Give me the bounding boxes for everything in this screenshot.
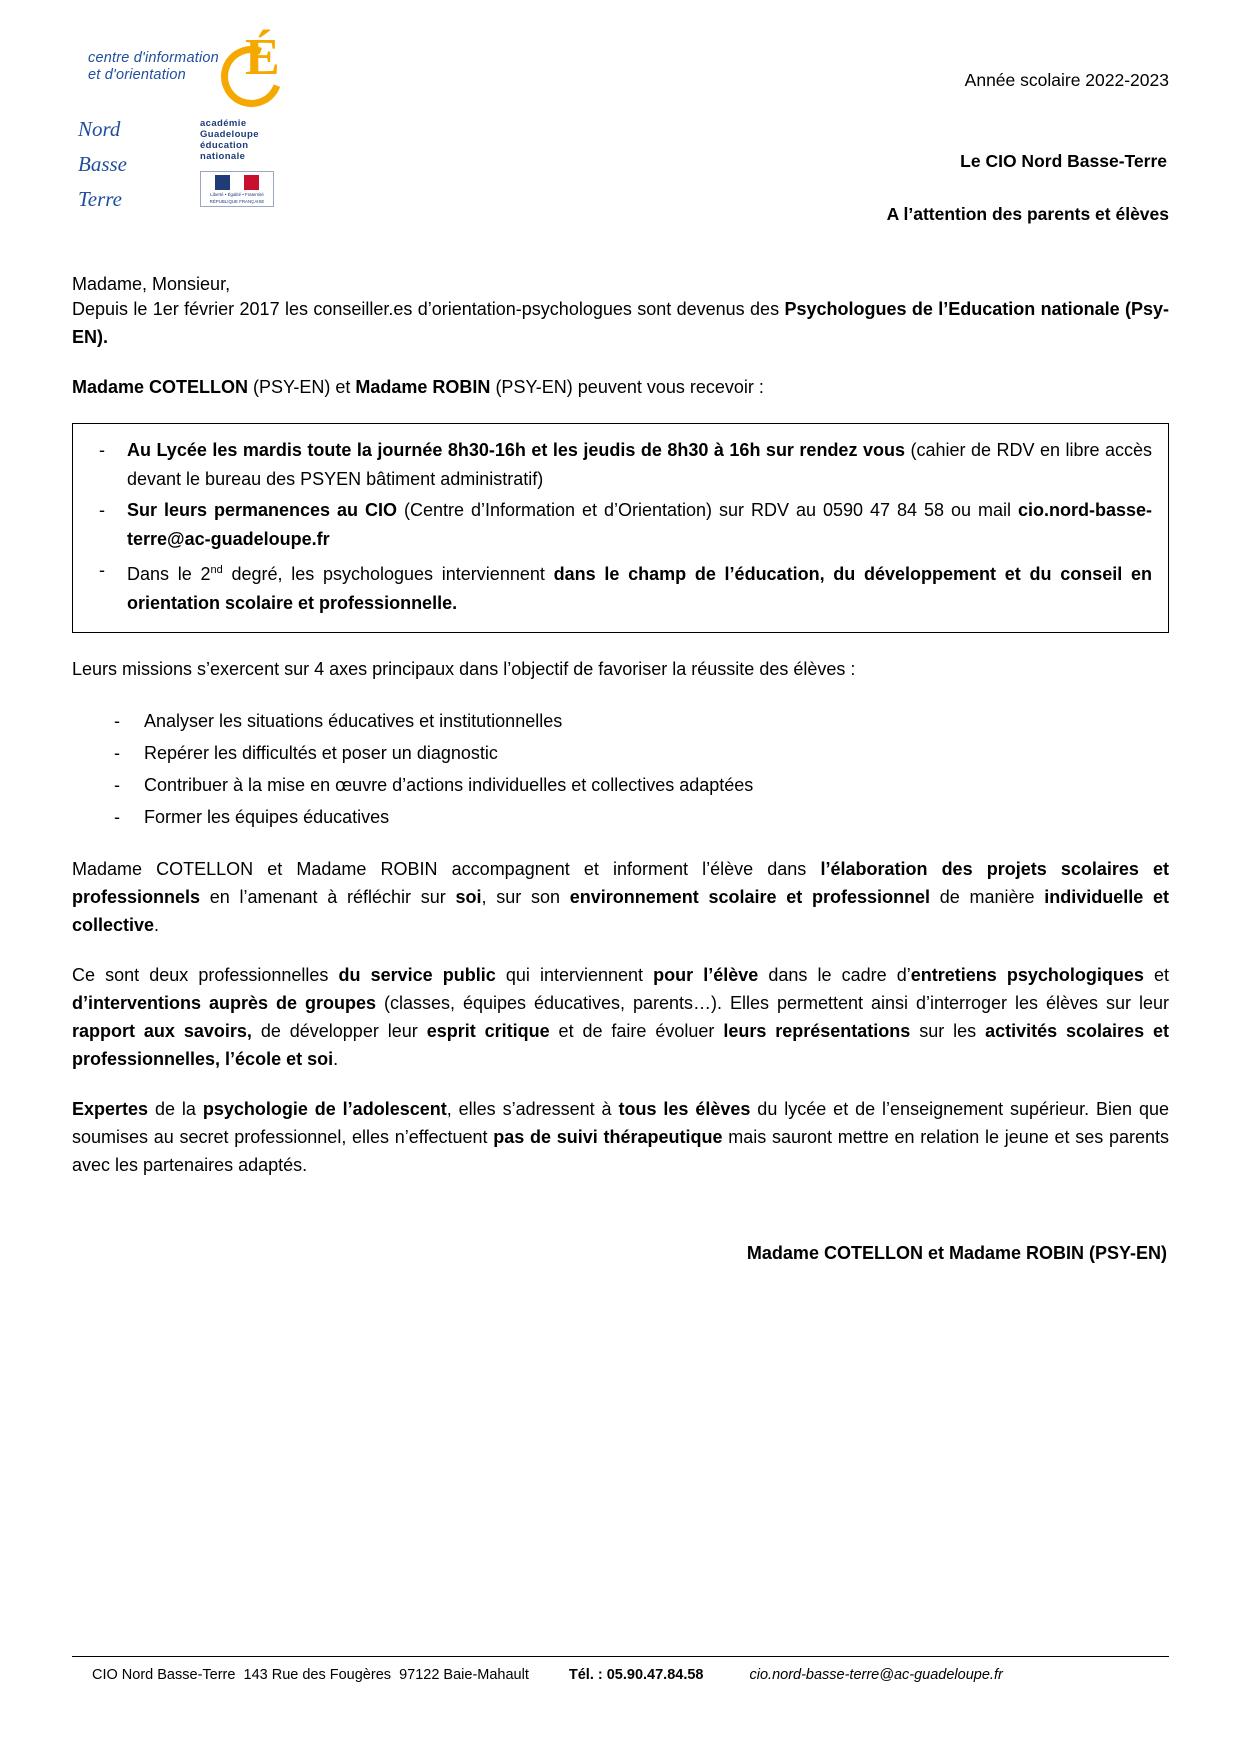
dash-bullet: - — [114, 743, 120, 763]
intro-text: Depuis le 1er février 2017 les conseiller.es d’orientation-psychologues sont devenus des — [72, 299, 785, 319]
public-t9: . — [333, 1049, 339, 1069]
box-item-3-bold: dans le champ de l’éducation, du développement et du conseil en orientation scolaire et professionnelle. — [127, 564, 1152, 613]
public-service-paragraph — [72, 961, 1169, 1073]
box-item-2-bold: Sur leurs permanences au CIO — [127, 500, 397, 520]
accompany-t3: , sur son — [481, 887, 570, 907]
signature-line: Madame COTELLON et Madame ROBIN (PSY-EN) — [746, 1243, 1167, 1263]
cio-zone-name — [78, 112, 127, 217]
list-item — [72, 769, 1169, 801]
public-t1: Ce sont deux professionnelles — [72, 965, 339, 985]
cio-zone-line3: Terre — [78, 187, 122, 211]
box-item-3-mid: degré, les psychologues interviennent — [222, 564, 554, 584]
dash-bullet: - — [99, 440, 105, 460]
academie-logo — [200, 118, 310, 207]
public-t3: dans le cadre d’ — [758, 965, 911, 985]
list-item — [85, 496, 1152, 554]
footer-phone: Tél. : 05.90.47.84.58 — [568, 1667, 704, 1683]
footer-address: 143 Rue des Fougères — [243, 1667, 392, 1683]
accompany-t1: Madame COTELLON et Madame ROBIN accompagnent et informent l’élève dans — [72, 859, 821, 879]
accompany-t5: . — [154, 915, 160, 935]
psyen-name-1: Madame COTELLON — [72, 377, 249, 397]
psyen-name-2: Madame ROBIN — [355, 377, 491, 397]
missions-intro: Leurs missions s’exercent sur 4 axes principaux dans l’objectif de favoriser la réussite des élèves : — [72, 659, 856, 679]
cio-logo-text — [88, 50, 219, 84]
footer-name: CIO Nord Basse-Terre — [92, 1667, 236, 1683]
list-item — [85, 556, 1152, 618]
public-t8: sur les — [910, 1021, 986, 1041]
expertes-t3: du lycée et de l’enseignement supérieur. Bien que soumises au secret professionnel, elles n’effectuent — [72, 1099, 1169, 1147]
academie-line4: nationale — [200, 151, 246, 162]
box-item-3-lead: Dans le 2 — [127, 564, 211, 584]
public-b8: activités scolaires et professionnelles, l’école et soi — [72, 1021, 1169, 1069]
expertes-t1: de la — [148, 1099, 203, 1119]
flag-caption-line2: RÉPUBLIQUE FRANÇAISE — [209, 199, 265, 205]
public-t7: et de faire évoluer — [549, 1021, 724, 1041]
list-item — [72, 705, 1169, 737]
public-b6: esprit critique — [426, 1021, 550, 1041]
missions-list — [72, 705, 1169, 833]
expertes-b2: psychologie de l’adolescent — [202, 1099, 447, 1119]
public-t6: de développer leur — [251, 1021, 427, 1041]
footer-spacer-1 — [235, 1667, 243, 1683]
expertes-t4: mais sauront mettre en relation le jeune et ses parents avec les partenaires adaptés. — [72, 1127, 1170, 1175]
public-b5: rapport aux savoirs, — [72, 1021, 252, 1041]
page-footer — [72, 1656, 1169, 1683]
dash-bullet: - — [114, 711, 120, 731]
cio-logo-line2: et d'orientation — [88, 67, 186, 83]
expertes-b4: pas de suivi thérapeutique — [493, 1127, 723, 1147]
availability-paragraph — [72, 373, 1169, 401]
list-item — [72, 737, 1169, 769]
academie-line1: académie — [200, 118, 247, 129]
availability-list — [85, 436, 1152, 618]
accompany-t2: en l’amenant à réfléchir sur — [200, 887, 456, 907]
footer-email[interactable]: cio.nord-basse-terre@ac-guadeloupe.fr — [749, 1667, 1003, 1683]
e-letter-glyph: É — [245, 29, 280, 86]
dash-bullet: - — [114, 807, 120, 827]
dash-bullet: - — [114, 775, 120, 795]
sender-line: Le CIO Nord Basse-Terre — [960, 151, 1167, 171]
french-flag-icon — [215, 175, 259, 190]
footer-divider — [72, 1656, 1169, 1657]
mission-4: Former les équipes éducatives — [144, 807, 390, 827]
letter-header — [72, 28, 1169, 228]
mission-1: Analyser les situations éducatives et institutionnelles — [144, 711, 563, 731]
cio-zone-line2: Basse — [78, 152, 127, 176]
public-b2: pour l’élève — [653, 965, 759, 985]
accompany-t4: de manière — [930, 887, 1045, 907]
expertes-paragraph — [72, 1095, 1169, 1179]
flag-caption-line1: Liberté • Égalité • Fraternité — [210, 192, 264, 197]
academie-line2: Guadeloupe — [200, 129, 259, 140]
box-item-2-email: cio.nord-basse-terre@ac-guadeloupe.fr — [127, 500, 1152, 549]
accompany-b1: l’élaboration des projets scolaires et professionnels — [72, 859, 1169, 907]
cio-logo-line1: centre d'information — [88, 50, 219, 66]
dash-bullet: - — [99, 500, 105, 520]
mission-2: Repérer les difficultés et poser un diagnostic — [144, 743, 498, 763]
footer-content — [72, 1667, 1169, 1683]
footer-spacer-2 — [391, 1667, 399, 1683]
availability-mid-1: (PSY-EN) et — [248, 377, 356, 397]
intro-paragraph — [72, 295, 1169, 351]
dash-bullet: - — [99, 560, 105, 580]
expertes-b1: Expertes — [72, 1099, 149, 1119]
accompany-b3: environnement scolaire et professionnel — [569, 887, 931, 907]
expertes-t2: , elles s’adressent à — [446, 1099, 619, 1119]
school-year: Année scolaire 2022-2023 — [964, 70, 1169, 90]
cio-zone-line1: Nord — [78, 117, 121, 141]
public-t4: et — [1143, 965, 1169, 985]
footer-city: 97122 Baie-Mahault — [399, 1667, 529, 1683]
public-t5: (classes, équipes éducatives, parents…). Elles permettent ainsi d’interroger les élèves sur leur — [375, 993, 1170, 1013]
salutation: Madame, Monsieur, — [72, 274, 231, 294]
box-item-1-normal: (cahier de RDV en libre accès devant le bureau des PSYEN bâtiment administratif) — [127, 440, 1152, 489]
availability-box — [72, 423, 1169, 633]
public-b4: d’interventions auprès de groupes — [72, 993, 376, 1013]
cio-logo-main — [72, 29, 287, 106]
availability-mid-2: (PSY-EN) peuvent vous recevoir : — [490, 377, 764, 397]
list-item — [72, 801, 1169, 833]
public-b7: leurs représentations — [723, 1021, 911, 1041]
accompany-b4: individuelle et collective — [72, 887, 1169, 935]
recipient-line: A l’attention des parents et élèves — [886, 204, 1169, 224]
box-item-3-sup: nd — [210, 564, 223, 576]
public-b1: du service public — [338, 965, 496, 985]
intro-bold: Psychologues de l’Education nationale (Psy-EN). — [72, 299, 1169, 347]
box-item-1-bold: Au Lycée les mardis toute la journée 8h30-16h et les jeudis de 8h30 à 16h sur rendez vous — [127, 440, 905, 460]
e-accent-icon — [215, 29, 287, 104]
academie-line3: éducation — [200, 140, 249, 151]
public-b3: entretiens psychologiques — [910, 965, 1144, 985]
cio-logo — [72, 29, 332, 224]
box-item-2-normal: (Centre d’Information et d’Orientation) sur RDV au 0590 47 84 58 ou mail — [397, 500, 1018, 520]
list-item — [85, 436, 1152, 494]
expertes-b3: tous les élèves — [618, 1099, 751, 1119]
public-t2: qui interviennent — [495, 965, 654, 985]
mission-3: Contribuer à la mise en œuvre d’actions individuelles et collectives adaptées — [144, 775, 754, 795]
accompaniment-paragraph — [72, 855, 1169, 939]
header-right-block — [529, 70, 1169, 225]
republique-francaise-logo — [200, 171, 274, 207]
accompany-b2: soi — [455, 887, 482, 907]
